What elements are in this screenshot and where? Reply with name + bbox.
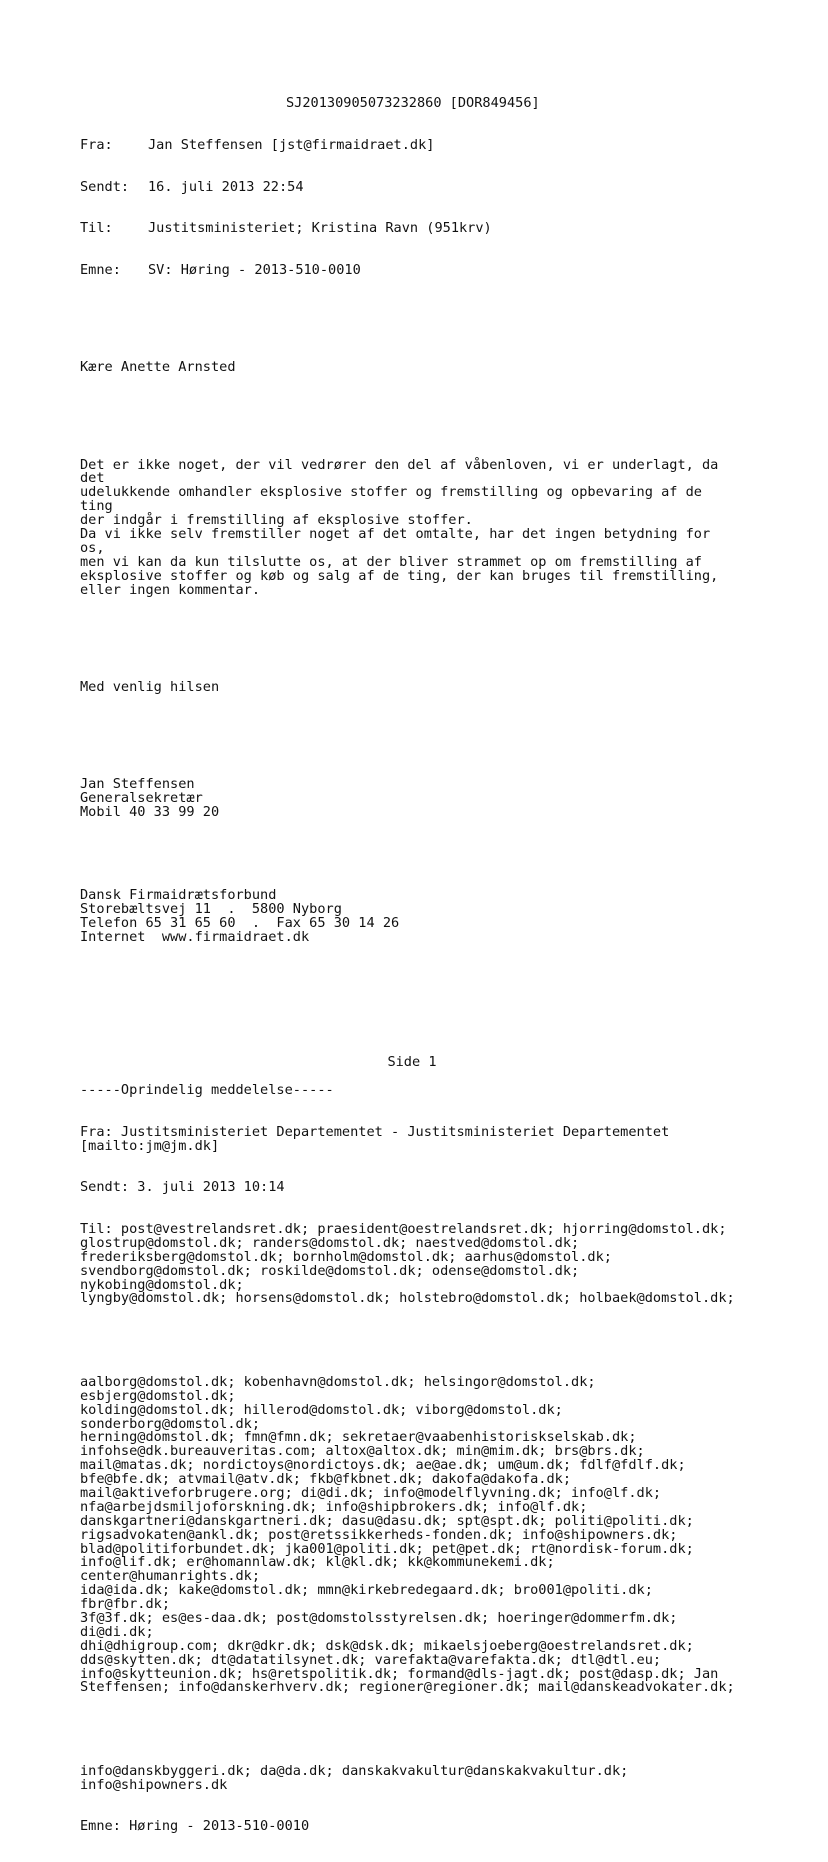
page-footer [0, 1056, 828, 1070]
text-line: info@skytteunion.dk; hs@retspolitik.dk; formand@dls-jagt.dk; post@dasp.dk; Jan [80, 1665, 719, 1682]
text-line: ting [80, 498, 113, 515]
text-line: herning@domstol.dk; fmn@fmn.dk; sekretaer@vaabenhistoriskselskab.dk; [80, 1429, 637, 1446]
text-line: info@lif.dk; er@homannlaw.dk; kl@kl.dk; kk@kommunekemi.dk; [80, 1554, 555, 1571]
text-line: nfa@arbejdsmiljoforskning.dk; info@shipbrokers.dk; info@lf.dk; [80, 1498, 588, 1515]
signature-block [80, 778, 735, 820]
document-id: SJ20130905073232860 [DOR849456] [286, 95, 540, 111]
text-line: fbr@fbr.dk; [80, 1596, 171, 1613]
text-line: Det er ikke noget, der vil vedrører den del af våbenloven, vi er underlagt, da [80, 456, 719, 473]
text-line: sonderborg@domstol.dk; [80, 1415, 261, 1432]
original-sent: Sendt: 3. juli 2013 10:14 [80, 1179, 285, 1196]
recipient-list-2 [80, 1373, 735, 1696]
text-line: mail@matas.dk; nordictoys@nordictoys.dk; ae@ae.dk; um@um.dk; fdlf@fdlf.dk; [80, 1457, 686, 1474]
text-line: kolding@domstol.dk; hillerod@domstol.dk; viborg@domstol.dk; [80, 1401, 563, 1418]
text-line: info@shipowners.dk [80, 1776, 228, 1793]
header-label: Sendt: [80, 178, 130, 195]
text-line: svendborg@domstol.dk; roskilde@domstol.dk; odense@domstol.dk; [80, 1262, 580, 1279]
page-number: Side 1 [387, 1054, 437, 1070]
text-line: esbjerg@domstol.dk; [80, 1387, 236, 1404]
header-sent [80, 178, 735, 195]
text-line: nykobing@domstol.dk; [80, 1276, 244, 1293]
text-line: os, [80, 539, 105, 556]
text-line: ida@ida.dk; kake@domstol.dk; mmn@kirkebredegaard.dk; bro001@politi.dk; [80, 1582, 653, 1599]
text-line: rigsadvokaten@ankl.dk; post@retssikkerheds-fonden.dk; info@shipowners.dk; [80, 1526, 678, 1543]
text-line: Steffensen; info@danskerhverv.dk; regioner@regioner.dk; mail@danskeadvokater.dk; [80, 1679, 735, 1696]
header-to [80, 222, 735, 236]
header-value: Justitsministeriet; Kristina Ravn (951krv) [148, 220, 492, 237]
original-subject: Emne: Høring - 2013-510-0010 [80, 1818, 310, 1835]
text-line: Telefon 65 31 65 60 . Fax 65 30 14 26 [80, 915, 400, 932]
closing: Med venlig hilsen [80, 678, 220, 695]
header-value: SV: Høring - 2013-510-0010 [148, 261, 361, 278]
text-line: Til: post@vestrelandsret.dk; praesident@oestrelandsret.dk; hjorring@domstol.dk; [80, 1220, 727, 1237]
text-line: Da vi ikke selv fremstiller noget af det omtalte, har det ingen betydning for [80, 526, 711, 542]
body-paragraph [80, 456, 735, 598]
text-line: Generalsekretær [80, 790, 203, 807]
text-line: center@humanrights.dk; [80, 1568, 261, 1585]
recipient-list-3 [80, 1762, 735, 1793]
text-line: mail@aktiveforbrugere.org; di@di.dk; info@modelflyvning.dk; info@lf.dk; [80, 1484, 662, 1501]
text-line: der indgår i fremstilling af eksplosive stoffer. [80, 512, 473, 529]
original-message-separator: -----Oprindelig meddelelse----- [80, 1081, 334, 1098]
text-line: men vi kan da kun tilslutte os, at der bliver strammet op om fremstilling af [80, 553, 702, 570]
header-value: 16. juli 2013 22:54 [148, 178, 304, 195]
header-value: Jan Steffensen [jst@firmaidraet.dk] [148, 136, 435, 153]
text-line: Internet www.firmaidraet.dk [80, 929, 310, 946]
text-line: Jan Steffensen [80, 776, 195, 793]
text-line: Fra: Justitsministeriet Departementet - Justitsministeriet Departementet [80, 1123, 670, 1140]
recipient-list-1 [80, 1220, 735, 1307]
text-line: di@di.dk; [80, 1623, 154, 1640]
text-line: danskgartneri@danskgartneri.dk; dasu@dasu.dk; spt@spt.dk; politi@politi.dk; [80, 1512, 694, 1529]
text-line: udelukkende omhandler eksplosive stoffer og fremstilling og opbevaring af de [80, 484, 702, 501]
greeting: Kære Anette Arnsted [80, 359, 236, 376]
header-from [80, 136, 735, 153]
text-line: Storebæltsvej 11 . 5800 Nyborg [80, 901, 342, 918]
header-label: Til: [80, 220, 113, 237]
original-from [80, 1123, 735, 1154]
text-line: [mailto:jm@jm.dk] [80, 1137, 220, 1154]
email-body [80, 111, 735, 1862]
header-label: Emne: [80, 261, 121, 278]
text-line: eller ingen kommentar. [80, 581, 261, 598]
text-line: infohse@dk.bureauveritas.com; altox@altox.dk; min@mim.dk; brs@brs.dk; [80, 1443, 645, 1460]
text-line: dhi@dhigroup.com; dkr@dkr.dk; dsk@dsk.dk; mikaelsjoeberg@oestrelandsret.dk; [80, 1637, 694, 1654]
text-line: glostrup@domstol.dk; randers@domstol.dk; naestved@domstol.dk; [80, 1234, 580, 1251]
header-subject [80, 261, 735, 278]
text-line: aalborg@domstol.dk; kobenhavn@domstol.dk; helsingor@domstol.dk; [80, 1373, 596, 1390]
text-line: frederiksberg@domstol.dk; bornholm@domstol.dk; aarhus@domstol.dk; [80, 1248, 612, 1265]
text-line: 3f@3f.dk; es@es-daa.dk; post@domstolsstyrelsen.dk; hoeringer@dommerfm.dk; [80, 1609, 678, 1626]
text-line: info@danskbyggeri.dk; da@da.dk; danskakvakultur@danskakvakultur.dk; [80, 1762, 629, 1779]
header-label: Fra: [80, 136, 113, 153]
text-line: lyngby@domstol.dk; horsens@domstol.dk; holstebro@domstol.dk; holbaek@domstol.dk; [80, 1290, 735, 1307]
text-line: eksplosive stoffer og køb og salg af de ting, der kan bruges til fremstilling, [80, 567, 719, 584]
text-line: dds@skytten.dk; dt@datatilsynet.dk; varefakta@varefakta.dk; dtl@dtl.eu; [80, 1651, 662, 1668]
text-line: blad@politiforbundet.dk; jka001@politi.dk; pet@pet.dk; rt@nordisk-forum.dk; [80, 1540, 694, 1557]
text-line: Dansk Firmaidrætsforbund [80, 887, 277, 904]
text-line: det [80, 470, 105, 487]
text-line: bfe@bfe.dk; atvmail@atv.dk; fkb@fkbnet.dk; dakofa@dakofa.dk; [80, 1471, 572, 1488]
organization-block [80, 889, 735, 945]
text-line: Mobil 40 33 99 20 [80, 803, 220, 820]
